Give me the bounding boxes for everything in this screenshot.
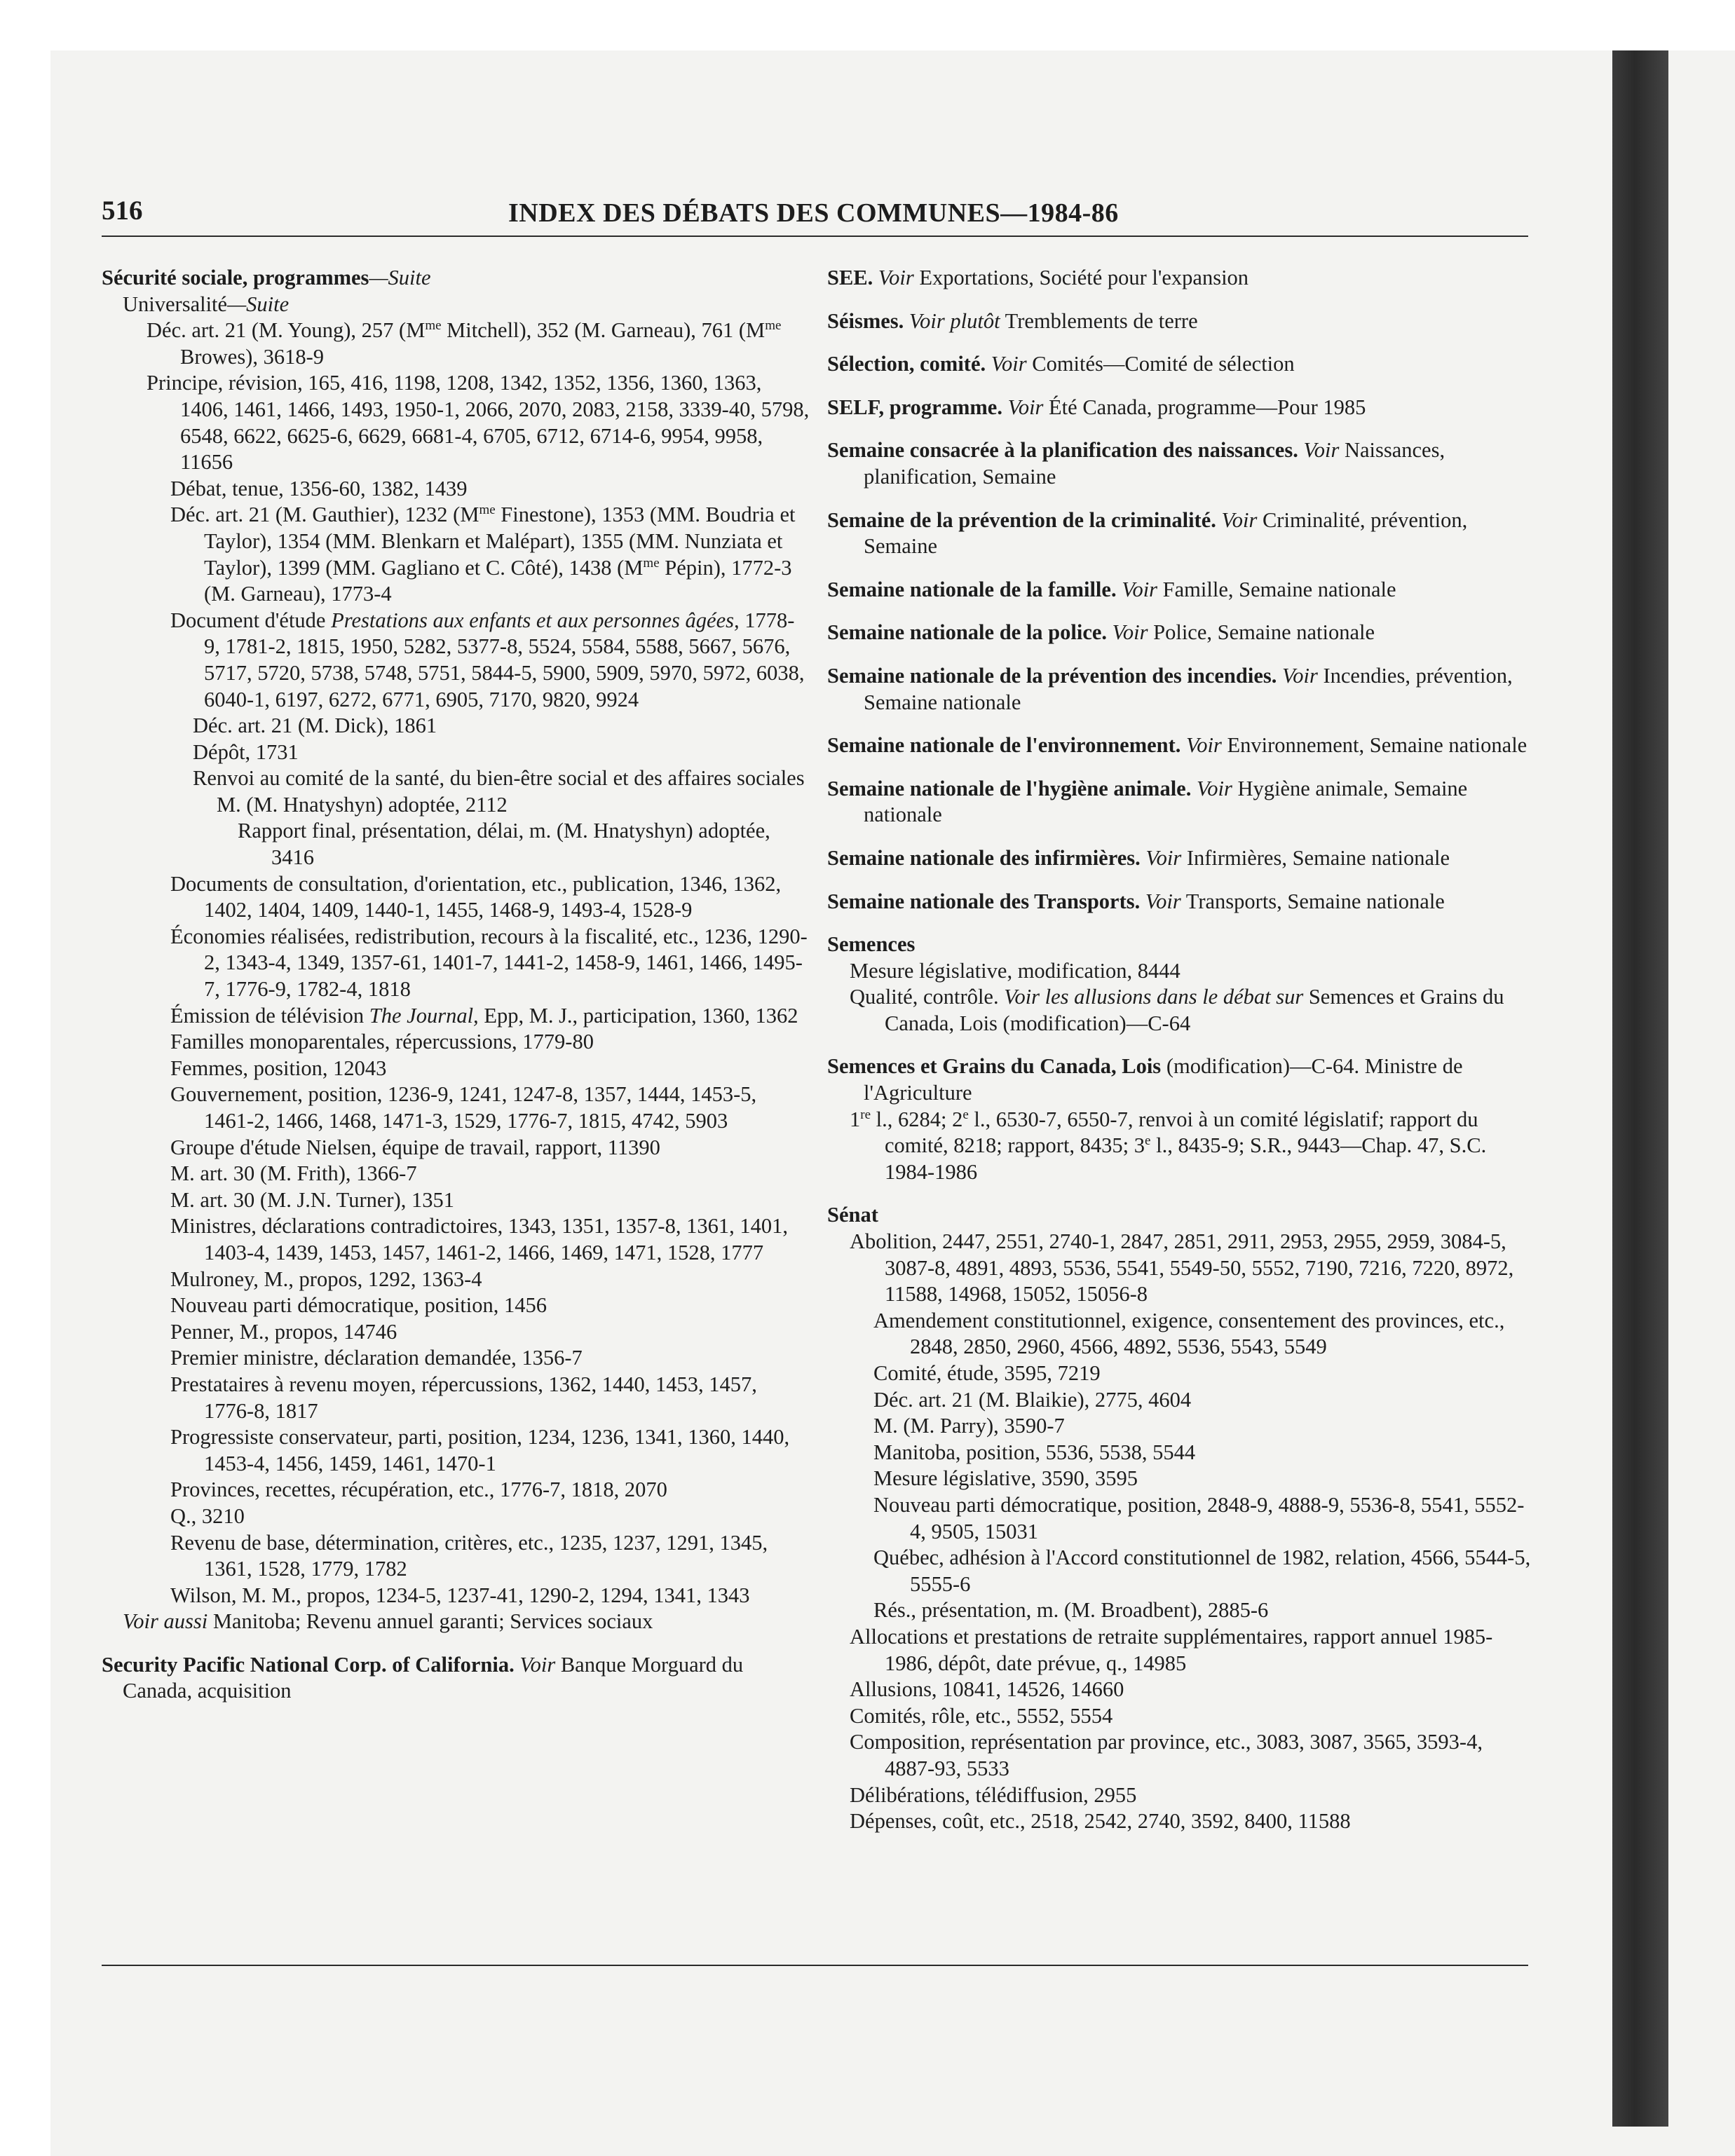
entry-text: l., 6530-7, 6550-7, renvoi à un comité législatif; rapport du comité, 8218; rapport, 8435; 3 <box>885 1107 1478 1158</box>
entry-text: Été Canada, programme—Pour 1985 <box>1043 395 1366 419</box>
heading-text: Sélection, comité. <box>827 352 986 376</box>
voir-label: Voir aussi <box>123 1609 208 1634</box>
entry-text: Transports, Semaine nationale <box>1181 889 1445 913</box>
index-subentry: Rapport final, présentation, délai, m. (M. Hnatyshyn) adoptée, 3416 <box>238 819 770 870</box>
index-subentry: Rés., présentation, m. (M. Broadbent), 2885-6 <box>873 1598 1269 1623</box>
index-heading <box>827 437 1535 490</box>
entry-text: Émission de télévision <box>170 1003 369 1028</box>
heading-text: Séismes. <box>827 308 904 333</box>
voir-label: Voir <box>514 1652 556 1677</box>
index-subentry: Principe, révision, 165, 416, 1198, 1208, 1342, 1352, 1356, 1360, 1363, 1406, 1461, 1466, 1493, 1950-1, 2066, 2070, 2083, 2158, 3339-40, 5798, 6548, 6622, 6625-6, 6629, 6681-4, 6705, 6712, 6714-6, 9954, 9958, 11656 <box>147 371 810 475</box>
voir-label: Voir <box>1181 733 1222 758</box>
voir-label: Voir <box>1191 776 1232 800</box>
index-subentry <box>827 1107 1535 1186</box>
heading-text: Semaine nationale de l'hygiène animale. <box>827 776 1192 800</box>
entry-text: (modification)—C-64. Ministre de l'Agriculture <box>864 1054 1463 1105</box>
footer-rule <box>102 1965 1528 1966</box>
index-column-left <box>102 265 810 1705</box>
index-heading <box>827 889 1535 915</box>
entry-text: 1 <box>850 1107 861 1131</box>
scan-top-margin <box>0 0 1735 50</box>
scan-left-margin <box>0 0 50 2156</box>
heading-text: Security Pacific National Corp. of California. <box>102 1652 515 1677</box>
index-subentry: Femmes, position, 12043 <box>170 1056 387 1080</box>
heading-text: Semences et Grains du Canada, Lois <box>827 1054 1162 1079</box>
voir-label: Voir <box>1140 889 1181 913</box>
heading-text: Semaine nationale des infirmières. <box>827 845 1141 870</box>
index-subentry: Nouveau parti démocratique, position, 2848-9, 4888-9, 5536-8, 5541, 5552-4, 9505, 15031 <box>873 1492 1525 1543</box>
voir-label: Voir <box>1277 663 1318 688</box>
entry-text: Déc. art. 21 (M. Gauthier), 1232 (M <box>170 503 479 527</box>
index-subentry: Penner, M., propos, 14746 <box>170 1319 397 1344</box>
index-subentry: M. art. 30 (M. J.N. Turner), 1351 <box>170 1187 454 1212</box>
entry-text: Famille, Semaine nationale <box>1157 577 1396 601</box>
index-heading <box>827 932 1535 958</box>
index-subentry <box>102 608 810 713</box>
entry-text: Manitoba; Revenu annuel garanti; Services sociaux <box>207 1609 653 1634</box>
voir-label: Voir <box>1216 507 1258 532</box>
heading-text: Semaine nationale des Transports. <box>827 889 1141 913</box>
voir-label: Voir <box>873 266 914 289</box>
voir-label: Voir les allusions dans le débat sur <box>998 985 1304 1009</box>
index-subentry: Allusions, 10841, 14526, 14660 <box>850 1677 1124 1702</box>
entry-text: Qualité, contrôle. <box>850 985 999 1009</box>
index-subentry <box>102 292 810 318</box>
index-subentry: Premier ministre, déclaration demandée, 1356-7 <box>170 1346 583 1370</box>
index-subentry: Mesure législative, modification, 8444 <box>850 958 1181 983</box>
superscript: me <box>643 555 660 571</box>
index-subentry <box>827 984 1535 1037</box>
index-subentry: M. art. 30 (M. Frith), 1366-7 <box>170 1161 417 1186</box>
superscript: e <box>962 1107 969 1122</box>
entry-text: Comités—Comité de sélection <box>1026 352 1295 376</box>
suite-label: —Suite <box>227 292 290 316</box>
voir-label: Voir <box>1140 845 1182 870</box>
index-heading <box>827 620 1535 646</box>
index-subentry: Revenu de base, détermination, critères, etc., 1235, 1237, 1291, 1345, 1361, 1528, 1779, 1782 <box>170 1530 768 1581</box>
page-number: 516 <box>102 196 143 226</box>
index-subentry: Mesure législative, 3590, 3595 <box>873 1466 1138 1491</box>
entry-text: Naissances, planification, Semaine <box>864 438 1445 489</box>
header-rule <box>102 236 1528 237</box>
entry-text: l., 8435-9; S.R., 9443—Chap. 47, S.C. 1984-1986 <box>885 1133 1487 1184</box>
index-subentry <box>102 1003 810 1030</box>
heading-text: Semaine consacrée à la planification des naissances. <box>827 438 1298 463</box>
voir-label: Voir <box>1107 620 1148 645</box>
index-subentry: Q., 3210 <box>170 1503 245 1528</box>
index-subentry: M. (M. Hnatyshyn) adoptée, 2112 <box>217 792 508 817</box>
index-subentry: Débat, tenue, 1356-60, 1382, 1439 <box>170 476 468 500</box>
entry-text: Hygiène animale, Semaine nationale <box>864 776 1468 827</box>
index-heading <box>827 265 1535 292</box>
index-subentry: Déc. art. 21 (M. Blaikie), 2775, 4604 <box>873 1387 1192 1412</box>
entry-text: Pépin), 1772-3 (M. Garneau), 1773-4 <box>204 555 792 606</box>
suite-label: —Suite <box>369 266 431 289</box>
index-subentry: M. (M. Parry), 3590-7 <box>873 1414 1065 1438</box>
index-heading <box>827 577 1535 603</box>
index-subentry: Manitoba, position, 5536, 5538, 5544 <box>873 1440 1196 1464</box>
entry-text: Police, Semaine nationale <box>1148 620 1375 645</box>
index-subentry: Économies réalisées, redistribution, recours à la fiscalité, etc., 1236, 1290-2, 1343-4, 1349, 1357-61, 1401-7, 1441-2, 1458-9, 1461, 1466, 1495-7, 1776-9, 1782-4, 1818 <box>170 924 808 1002</box>
index-heading <box>827 663 1535 716</box>
program-title: The Journal, <box>369 1003 479 1028</box>
index-heading <box>827 776 1535 828</box>
heading-text: Semaine nationale de la prévention des incendies. <box>827 663 1277 688</box>
index-heading <box>827 1202 1535 1229</box>
index-subentry: Comités, rôle, etc., 5552, 5554 <box>850 1703 1113 1728</box>
index-subentry: Dépôt, 1731 <box>193 739 299 764</box>
entry-text: Tremblements de terre <box>1000 308 1198 333</box>
index-subentry: Abolition, 2447, 2551, 2740-1, 2847, 2851, 2911, 2953, 2955, 2959, 3084-5, 3087-8, 4891, 4893, 5536, 5541, 5549-50, 5552, 7190, 7216, 7220, 8972, 11588, 14968, 15052, 15056-8 <box>850 1229 1514 1306</box>
heading-text: Sénat <box>827 1203 878 1227</box>
superscript: me <box>425 318 442 334</box>
index-heading <box>827 507 1535 560</box>
entry-text: Mitchell), 352 (M. Garneau), 761 (M <box>441 318 766 343</box>
index-subentry: Familles monoparentales, répercussions, 1779-80 <box>170 1030 594 1054</box>
index-subentry: Progressiste conservateur, parti, position, 1234, 1236, 1341, 1360, 1440, 1453-4, 1456, 1459, 1461, 1470-1 <box>170 1425 790 1475</box>
index-subentry: Prestataires à revenu moyen, répercussions, 1362, 1440, 1453, 1457, 1776-8, 1817 <box>170 1372 757 1423</box>
voir-label: Voir <box>1002 395 1044 419</box>
entry-text: Criminalité, prévention, Semaine <box>864 507 1468 559</box>
index-subentry: Déc. art. 21 (M. Dick), 1861 <box>193 714 437 738</box>
scan-binding-shadow <box>1612 50 1668 2127</box>
index-subentry: Gouvernement, position, 1236-9, 1241, 1247-8, 1357, 1444, 1453-5, 1461-2, 1466, 1468, 1471-3, 1529, 1776-7, 1815, 4742, 5903 <box>170 1082 757 1133</box>
index-subentry: Québec, adhésion à l'Accord constitutionnel de 1982, relation, 4566, 5544-5, 5555-6 <box>873 1546 1531 1596</box>
index-column-right <box>827 265 1535 1835</box>
entry-text: Exportations, Société pour l'expansion <box>913 266 1249 289</box>
index-subentry <box>102 502 810 607</box>
superscript: re <box>860 1107 871 1122</box>
heading-text: Semaine nationale de la police. <box>827 620 1108 645</box>
index-subentry <box>102 318 810 370</box>
see-also-reference <box>102 1609 810 1635</box>
index-heading <box>102 1652 810 1705</box>
index-heading <box>102 265 810 292</box>
voir-label: Voir plutôt <box>904 308 1000 333</box>
superscript: me <box>765 318 782 334</box>
entry-text: Document d'étude <box>170 608 332 632</box>
index-subentry: Allocations et prestations de retraite supplémentaires, rapport annuel 1985-1986, dépôt, date prévue, q., 14985 <box>850 1624 1493 1675</box>
index-subentry: Wilson, M. M., propos, 1234-5, 1237-41, 1290-2, 1294, 1341, 1343 <box>170 1583 750 1607</box>
index-subentry: Documents de consultation, d'orientation, etc., publication, 1346, 1362, 1402, 1404, 1409, 1440-1, 1455, 1468-9, 1493-4, 1528-9 <box>170 871 782 922</box>
heading-text: Semaine nationale de l'environnement. <box>827 733 1181 758</box>
entry-text: Semences et Grains du Canada, Lois (modification)—C-64 <box>885 985 1504 1035</box>
entry-text: Epp, M. J., participation, 1360, 1362 <box>478 1003 798 1028</box>
index-heading <box>827 308 1535 335</box>
voir-label: Voir <box>1298 438 1340 463</box>
entry-text: Banque Morguard du Canada, acquisition <box>123 1652 744 1703</box>
index-subentry: Amendement constitutionnel, exigence, consentement des provinces, etc., 2848, 2850, 2960, 4566, 4892, 5536, 5543, 5549 <box>873 1308 1505 1359</box>
index-heading <box>827 351 1535 378</box>
index-heading <box>827 732 1535 759</box>
entry-text: 1778-9, 1781-2, 1815, 1950, 5282, 5377-8, 5524, 5584, 5588, 5667, 5676, 5717, 5720, 5738, 5748, 5751, 5844-5, 5900, 5909, 5970, 5972, 6038, 6040-1, 6197, 6272, 6771, 6905, 7170, 9820, 9924 <box>204 608 805 711</box>
index-subentry: Composition, représentation par province, etc., 3083, 3087, 3565, 3593-4, 4887-93, 5533 <box>850 1730 1483 1780</box>
index-subentry: Ministres, déclarations contradictoires, 1343, 1351, 1357-8, 1361, 1401, 1403-4, 1439, 1453, 1457, 1461-2, 1466, 1469, 1471, 1528, 1777 <box>170 1214 788 1264</box>
heading-text: Sécurité sociale, programmes <box>102 266 369 289</box>
subentry-text: Universalité <box>123 292 228 316</box>
index-subentry: Délibérations, télédiffusion, 2955 <box>850 1782 1137 1807</box>
heading-text: Semaine nationale de la famille. <box>827 577 1117 601</box>
index-subentry: Comité, étude, 3595, 7219 <box>873 1361 1101 1385</box>
running-head: INDEX DES DÉBATS DES COMMUNES—1984-86 <box>508 198 1119 228</box>
heading-text: Semences <box>827 932 916 957</box>
index-heading <box>827 395 1535 421</box>
entry-text: Environnement, Semaine nationale <box>1221 733 1528 758</box>
voir-label: Voir <box>986 352 1027 376</box>
index-heading <box>827 1053 1535 1106</box>
index-subentry: Provinces, recettes, récupération, etc., 1776-7, 1818, 2070 <box>170 1478 667 1502</box>
document-title: Prestations aux enfants et aux personnes âgées, <box>331 608 740 632</box>
heading-text: Semaine de la prévention de la criminalité. <box>827 507 1216 532</box>
index-subentry: Renvoi au comité de la santé, du bien-être social et des affaires sociales <box>193 766 805 791</box>
index-heading <box>827 845 1535 872</box>
voir-label: Voir <box>1116 577 1158 601</box>
entry-text: l., 6284; 2 <box>871 1107 963 1131</box>
entry-text: Infirmières, Semaine nationale <box>1181 845 1450 870</box>
heading-text: SELF, programme. <box>827 395 1002 419</box>
index-subentry: Dépenses, coût, etc., 2518, 2542, 2740, 3592, 8400, 11588 <box>850 1809 1351 1834</box>
index-subentry: Nouveau parti démocratique, position, 1456 <box>170 1293 547 1318</box>
index-subentry: Groupe d'étude Nielsen, équipe de travail, rapport, 11390 <box>170 1135 660 1159</box>
entry-text: Déc. art. 21 (M. Young), 257 (M <box>147 318 426 343</box>
superscript: e <box>1145 1133 1151 1149</box>
superscript: me <box>479 503 496 518</box>
entry-text: Finestone), 1353 (MM. Boudria et Taylor), 1354 (MM. Blenkarn et Malépart), 1355 (MM. Nunziata et Taylor), 1399 (MM. Gagliano et C. Côté), 1438 (M <box>204 503 796 580</box>
index-subentry: Mulroney, M., propos, 1292, 1363-4 <box>170 1267 482 1291</box>
heading-text: SEE. <box>827 266 873 289</box>
entry-text: Incendies, prévention, Semaine nationale <box>864 663 1513 714</box>
entry-text: Browes), 3618-9 <box>180 344 324 369</box>
